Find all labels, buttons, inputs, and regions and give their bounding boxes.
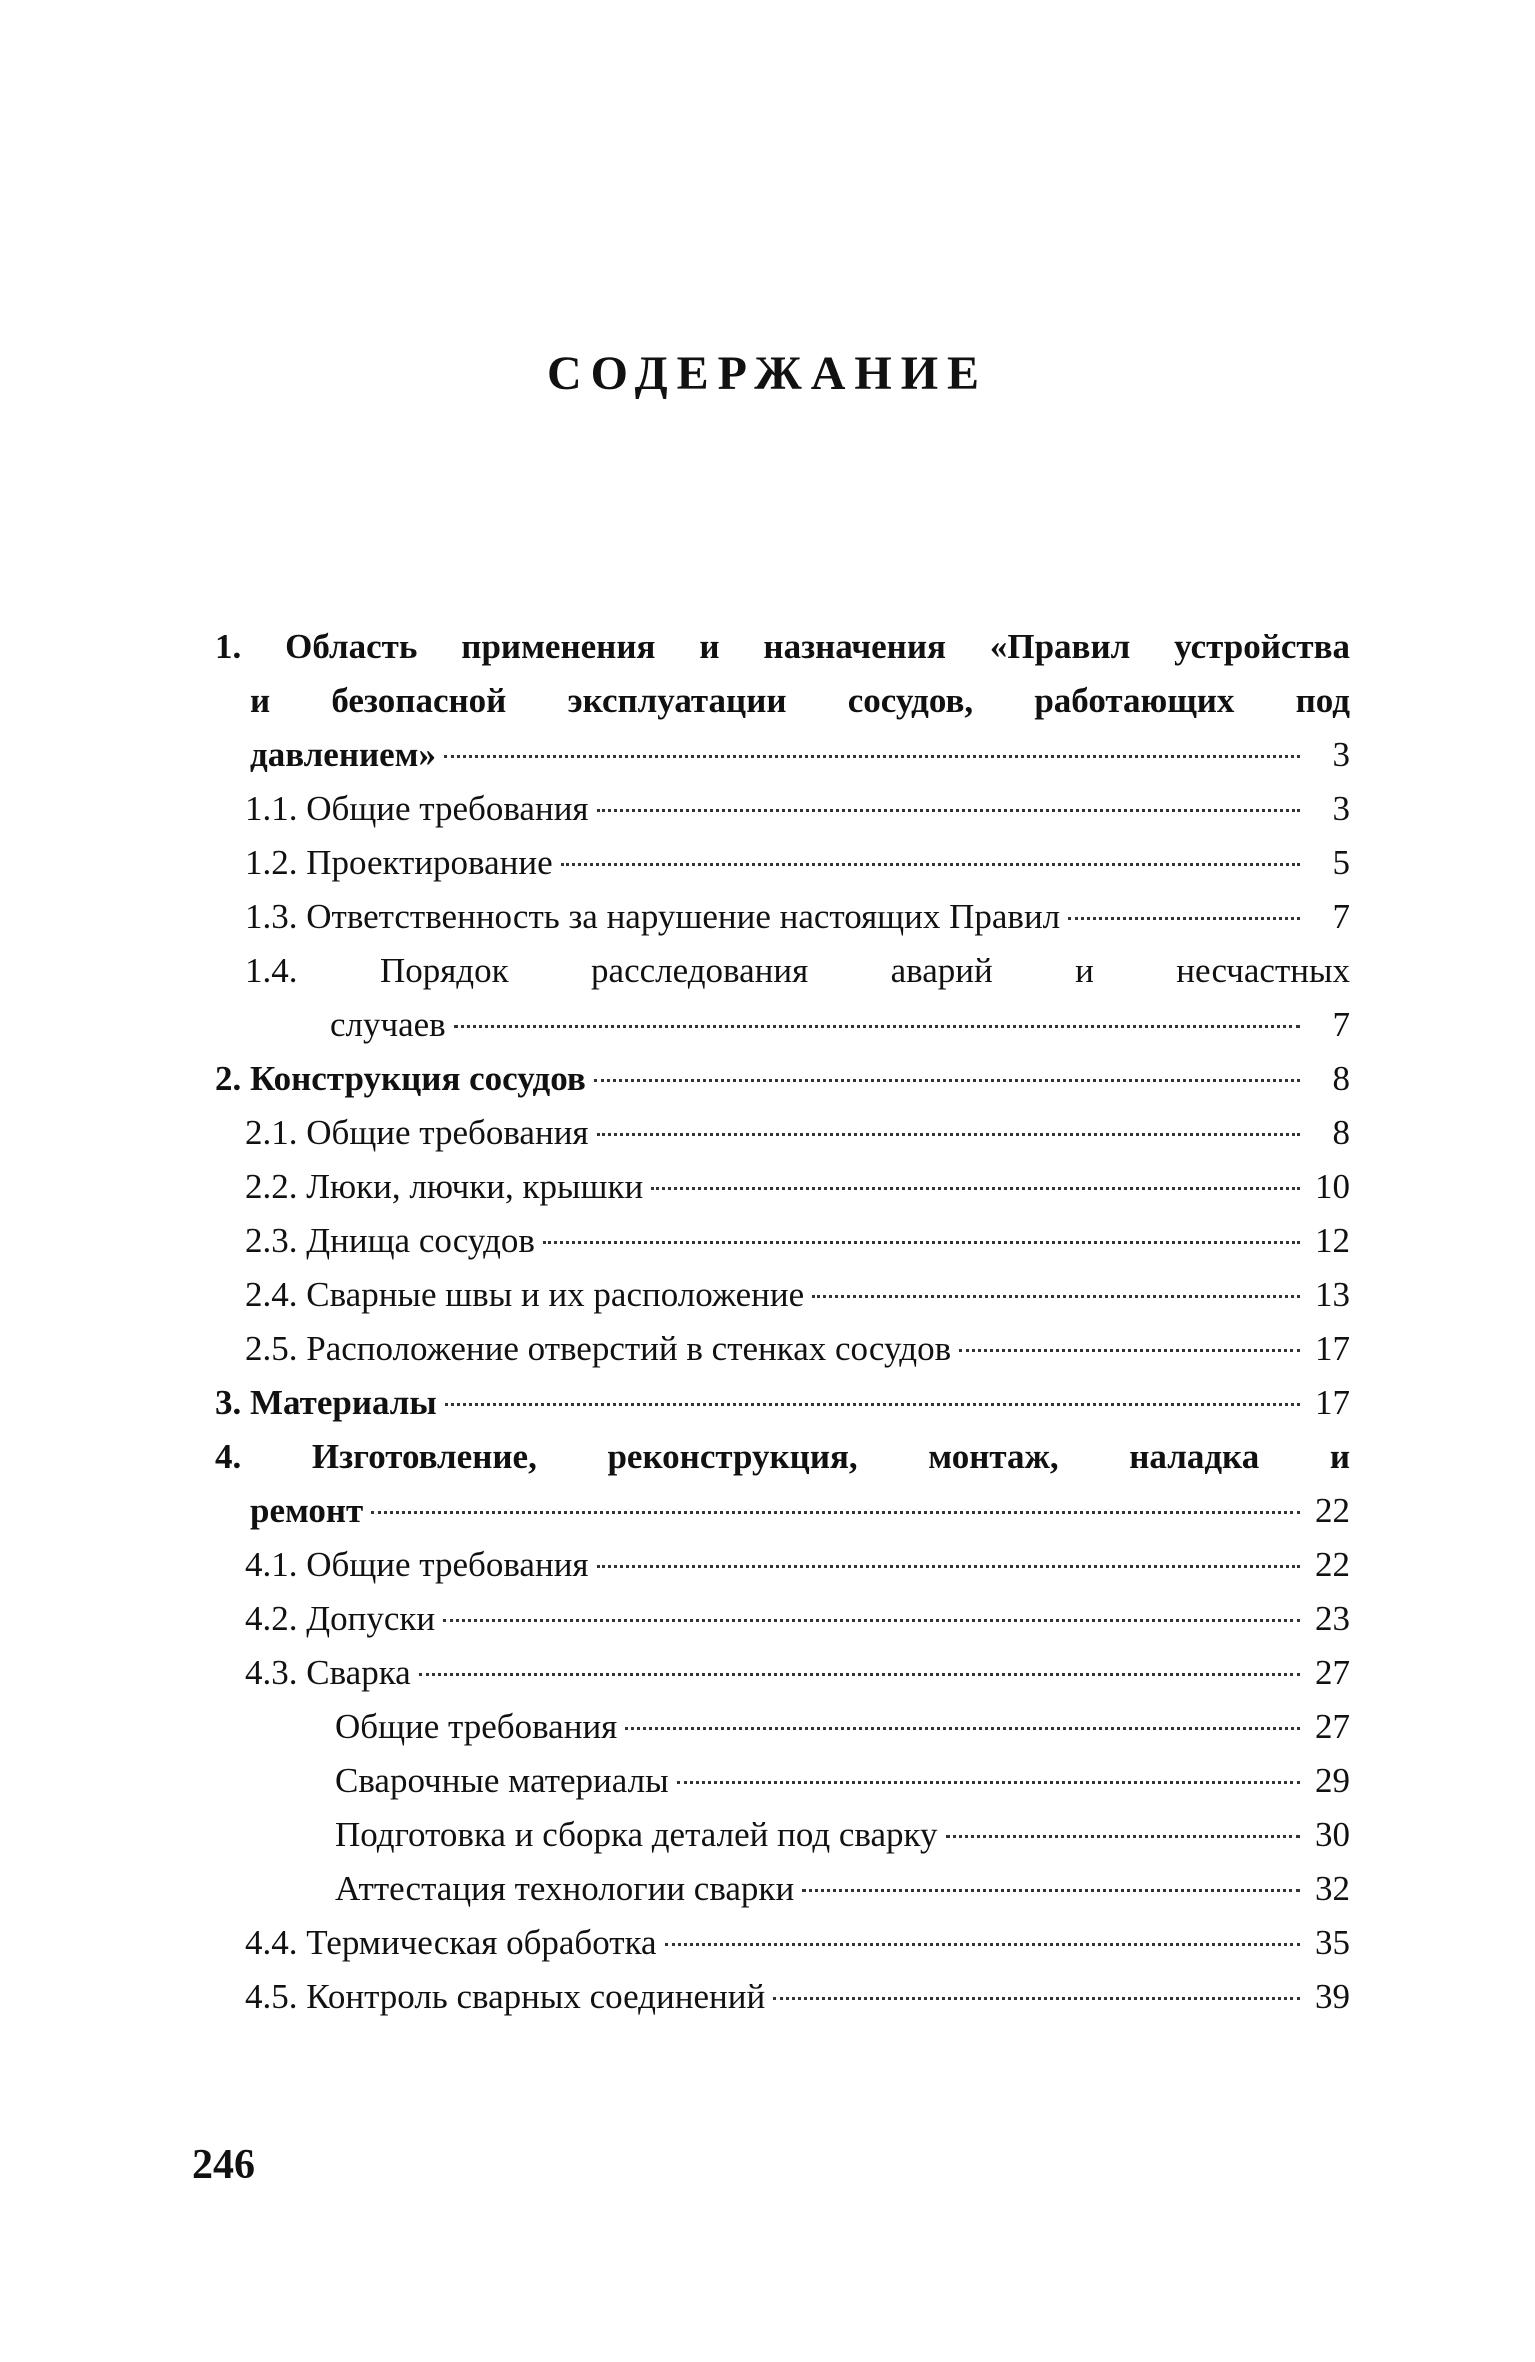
toc-page-number: 27: [1315, 1653, 1350, 1692]
toc-page-number: 22: [1315, 1491, 1350, 1530]
toc-page-number: 7: [1332, 1005, 1350, 1044]
toc-entry-line: [215, 1916, 1350, 1970]
toc-entry-label: 2.5. Расположение отверстий в стенках сосудов: [245, 1329, 952, 1368]
toc-entry-label: 1.4. Порядок расследования аварий и несчастных: [245, 951, 1350, 990]
toc-page-number: 12: [1315, 1221, 1350, 1260]
dot-leader: [561, 863, 1300, 866]
toc-entry: [215, 1808, 1350, 1862]
toc-entry-label: 1.2. Проектирование: [245, 843, 553, 882]
dot-leader: [597, 1133, 1300, 1136]
toc-page-number: 8: [1332, 1059, 1350, 1098]
toc-entry-label: 4.3. Сварка: [245, 1653, 411, 1692]
toc-entry-label: 4.1. Общие требования: [245, 1545, 589, 1584]
toc-entry-line: [215, 1646, 1350, 1700]
toc-entry: [215, 944, 1350, 1052]
toc-entry-label: случаев: [330, 1005, 446, 1044]
toc-page-number: 17: [1315, 1383, 1350, 1422]
toc-entry: [215, 1160, 1350, 1214]
toc-entry-label: Общие требования: [335, 1707, 618, 1746]
toc-page-number: 22: [1315, 1545, 1350, 1584]
toc-entry-line: [215, 1106, 1350, 1160]
toc-page-number: 29: [1315, 1761, 1350, 1800]
dot-leader: [597, 809, 1300, 812]
toc-entry-label: давлением»: [250, 735, 437, 774]
dot-leader: [625, 1727, 1300, 1730]
toc-entry-label: 3. Материалы: [215, 1383, 437, 1422]
toc-entry-line: [215, 1322, 1350, 1376]
toc-entry: [215, 836, 1350, 890]
toc-entry-label: 2. Конструкция сосудов: [215, 1059, 586, 1098]
dot-leader: [371, 1511, 1300, 1514]
toc-page-number: 17: [1315, 1329, 1350, 1368]
toc-entry: [215, 1862, 1350, 1916]
toc-entry-line: [215, 944, 1350, 998]
dot-leader: [594, 1079, 1300, 1082]
dot-leader: [445, 1403, 1300, 1406]
toc-entry-line: [215, 1538, 1350, 1592]
toc-entry: [215, 1754, 1350, 1808]
toc-entry-line: [215, 1484, 1350, 1538]
toc-entry-label: 2.4. Сварные швы и их расположение: [245, 1275, 805, 1314]
toc-entry-line: [215, 1700, 1350, 1754]
toc-entry-label: 2.2. Люки, лючки, крышки: [245, 1167, 644, 1206]
dot-leader: [773, 1997, 1300, 2000]
toc-page-number: 35: [1315, 1923, 1350, 1962]
toc-page-number: 32: [1315, 1869, 1350, 1908]
toc-entry-label: и безопасной эксплуатации сосудов, работающих под: [250, 681, 1350, 720]
toc-entry-line: [215, 1862, 1350, 1916]
toc-page-number: 13: [1315, 1275, 1350, 1314]
toc-entry-label: 1.3. Ответственность за нарушение настоящих Правил: [245, 897, 1061, 936]
dot-leader: [802, 1889, 1300, 1892]
toc-entry-label: 4.5. Контроль сварных соединений: [245, 1977, 766, 2016]
toc-entry-label: 1.1. Общие требования: [245, 789, 589, 828]
toc-entry-label: 2.1. Общие требования: [245, 1113, 589, 1152]
toc-entry-line: [215, 782, 1350, 836]
dot-leader: [444, 755, 1300, 758]
toc-entry: [215, 782, 1350, 836]
toc-entry: [215, 1646, 1350, 1700]
toc-entry-label: 4. Изготовление, реконструкция, монтаж, наладка и: [215, 1437, 1350, 1476]
toc-page-number: 8: [1332, 1113, 1350, 1152]
dot-leader: [443, 1619, 1300, 1622]
toc-entry-line: [215, 728, 1350, 782]
toc-entry-label: 4.2. Допуски: [245, 1599, 436, 1638]
toc-entry-line: [215, 998, 1350, 1052]
toc-entry-line: [215, 1214, 1350, 1268]
toc-entry-label: 1. Область применения и назначения «Правил устройства: [215, 627, 1350, 666]
toc-entry-line: [215, 836, 1350, 890]
toc-entry-line: [215, 1376, 1350, 1430]
toc-entry-line: [215, 674, 1350, 728]
toc-entry-label: ремонт: [250, 1491, 364, 1530]
toc-entry-line: [215, 1430, 1350, 1484]
toc-entry-line: [215, 1970, 1350, 2024]
toc-entry-label: Сварочные материалы: [335, 1761, 669, 1800]
table-of-contents: [215, 620, 1350, 2024]
toc-entry: [215, 1916, 1350, 1970]
toc-entry: [215, 1592, 1350, 1646]
toc-entry: [215, 1106, 1350, 1160]
toc-entry: [215, 1970, 1350, 2024]
dot-leader: [1068, 917, 1300, 920]
toc-entry-line: [215, 1052, 1350, 1106]
toc-entry: [215, 1700, 1350, 1754]
toc-page-number: 27: [1315, 1707, 1350, 1746]
toc-entry-line: [215, 1592, 1350, 1646]
toc-page-number: 5: [1332, 843, 1350, 882]
toc-entry-line: [215, 1808, 1350, 1862]
dot-leader: [812, 1295, 1300, 1298]
toc-entry: [215, 1052, 1350, 1106]
toc-entry: [215, 1430, 1350, 1538]
toc-entry-line: [215, 890, 1350, 944]
toc-entry: [215, 1268, 1350, 1322]
toc-entry: [215, 890, 1350, 944]
toc-entry: [215, 620, 1350, 782]
toc-entry-label: 4.4. Термическая обработка: [245, 1923, 657, 1962]
toc-page-number: 7: [1332, 897, 1350, 936]
dot-leader: [959, 1349, 1300, 1352]
dot-leader: [543, 1241, 1300, 1244]
page-title: СОДЕРЖАНИЕ: [546, 347, 989, 400]
toc-entry: [215, 1322, 1350, 1376]
toc-entry-label: Аттестация технологии сварки: [335, 1869, 795, 1908]
dot-leader: [677, 1781, 1300, 1784]
dot-leader: [665, 1943, 1300, 1946]
toc-entry: [215, 1538, 1350, 1592]
toc-page-number: 39: [1315, 1977, 1350, 2016]
toc-entry-label: Подготовка и сборка деталей под сварку: [335, 1815, 938, 1854]
toc-entry-label: 2.3. Днища сосудов: [245, 1221, 535, 1260]
toc-entry: [215, 1376, 1350, 1430]
dot-leader: [419, 1673, 1300, 1676]
dot-leader: [651, 1187, 1300, 1190]
toc-entry-line: [215, 620, 1350, 674]
toc-entry-line: [215, 1268, 1350, 1322]
dot-leader: [597, 1565, 1300, 1568]
toc-page-number: 23: [1315, 1599, 1350, 1638]
toc-page-number: 10: [1315, 1167, 1350, 1206]
toc-page-number: 30: [1315, 1815, 1350, 1854]
dot-leader: [454, 1025, 1300, 1028]
dot-leader: [946, 1835, 1300, 1838]
toc-page-number: 3: [1332, 789, 1350, 828]
page-number: 246: [192, 2142, 255, 2188]
toc-entry-line: [215, 1754, 1350, 1808]
toc-entry: [215, 1214, 1350, 1268]
toc-page-number: 3: [1332, 735, 1350, 774]
toc-entry-line: [215, 1160, 1350, 1214]
